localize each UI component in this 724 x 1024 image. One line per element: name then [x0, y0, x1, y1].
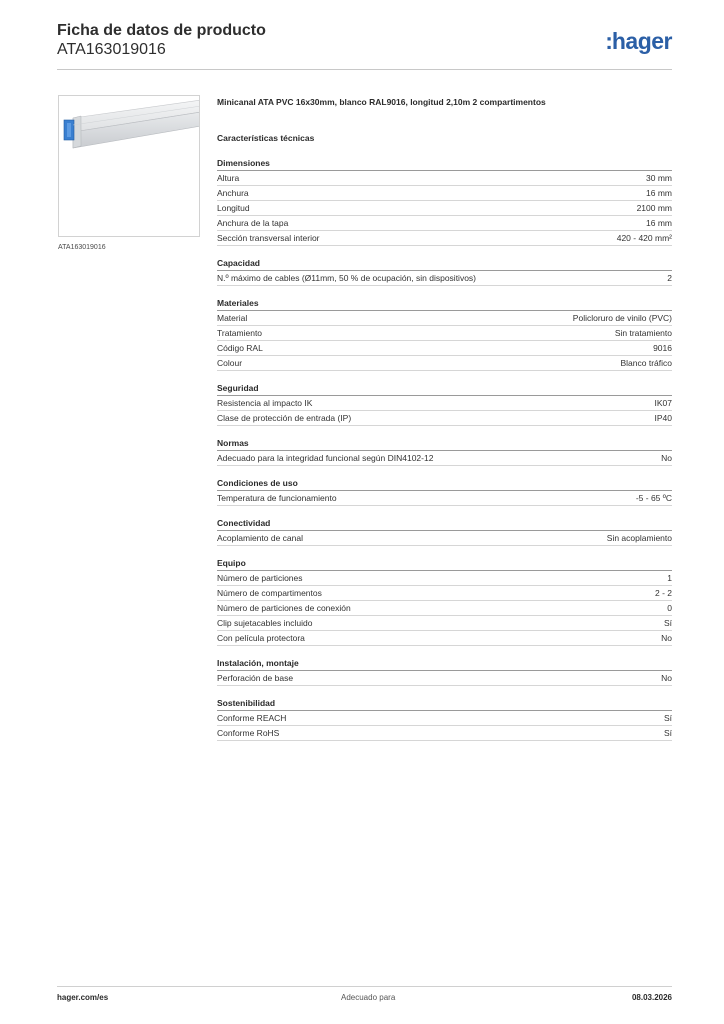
spec-row	[217, 186, 672, 201]
spec-label: Código RAL	[217, 343, 263, 353]
spec-label: Conforme RoHS	[217, 728, 280, 738]
section-title: Conectividad	[217, 517, 672, 531]
technical-characteristics-heading: Características técnicas	[217, 133, 315, 143]
spec-label: Longitud	[217, 203, 250, 213]
spec-row	[217, 326, 672, 341]
spec-label: Clip sujetacables incluido	[217, 618, 313, 628]
spec-row	[217, 311, 672, 326]
spec-value: Sin tratamiento	[614, 328, 672, 338]
spec-label: N.º máximo de cables (Ø11mm, 50 % de ocupación, sin dispositivos)	[217, 273, 477, 283]
spec-section	[217, 382, 672, 426]
spec-label: Clase de protección de entrada (IP)	[217, 413, 352, 423]
logo-dots: :	[605, 28, 611, 54]
section-title: Condiciones de uso	[217, 477, 672, 491]
page-title: Ficha de datos de producto	[57, 22, 266, 39]
image-caption: ATA163019016	[58, 244, 106, 251]
spec-section	[217, 557, 672, 646]
spec-label: Conforme REACH	[217, 713, 287, 723]
spec-value: Sí	[663, 618, 672, 628]
product-image	[58, 95, 200, 237]
spec-label: Altura	[217, 173, 240, 183]
spec-label: Temperatura de funcionamiento	[217, 493, 337, 503]
spec-section	[217, 437, 672, 466]
spec-label: Tratamiento	[217, 328, 263, 338]
spec-value: No	[661, 633, 672, 643]
spec-row	[217, 616, 672, 631]
spec-value: 9016	[653, 343, 672, 353]
spec-section	[217, 477, 672, 506]
spec-label: Número de particiones	[217, 573, 303, 583]
spec-section	[217, 517, 672, 546]
cable-trunking-illustration	[59, 96, 200, 237]
spec-label: Número de compartimentos	[217, 588, 322, 598]
spec-label: Anchura	[217, 188, 249, 198]
spec-row	[217, 601, 672, 616]
spec-value: Sin acoplamiento	[606, 533, 672, 543]
spec-row	[217, 531, 672, 546]
header-divider	[57, 69, 672, 70]
spec-row	[217, 631, 672, 646]
spec-label: Con película protectora	[217, 633, 305, 643]
document-header	[57, 21, 266, 59]
spec-row	[217, 231, 672, 246]
spec-row	[217, 491, 672, 506]
spec-value: 2	[667, 273, 672, 283]
spec-label: Anchura de la tapa	[217, 218, 289, 228]
spec-sections	[217, 157, 672, 741]
spec-row	[217, 726, 672, 741]
spec-value: 1	[667, 573, 672, 583]
spec-value: 30 mm	[646, 173, 672, 183]
spec-label: Número de particiones de conexión	[217, 603, 351, 613]
section-title: Capacidad	[217, 257, 672, 271]
product-code: ATA163019016	[57, 41, 166, 58]
section-title: Equipo	[217, 557, 672, 571]
spec-value: Policloruro de vinilo (PVC)	[572, 313, 672, 323]
spec-section	[217, 257, 672, 286]
spec-label: Sección transversal interior	[217, 233, 320, 243]
spec-row	[217, 356, 672, 371]
section-title: Seguridad	[217, 382, 672, 396]
spec-row	[217, 451, 672, 466]
spec-row	[217, 341, 672, 356]
spec-label: Acoplamiento de canal	[217, 533, 304, 543]
section-title: Sostenibilidad	[217, 697, 672, 711]
spec-value: Sí	[663, 728, 672, 738]
footer-note: Adecuado para	[341, 993, 396, 1002]
spec-value: No	[661, 453, 672, 463]
spec-value: IP40	[654, 413, 672, 423]
spec-row	[217, 411, 672, 426]
spec-row	[217, 271, 672, 286]
spec-label: Adecuado para la integridad funcional según DIN4102-12	[217, 453, 434, 463]
spec-row	[217, 671, 672, 686]
product-description: Minicanal ATA PVC 16x30mm, blanco RAL9016, longitud 2,10m 2 compartimentos	[217, 97, 546, 107]
spec-value: No	[661, 673, 672, 683]
spec-value: 2 - 2	[654, 588, 672, 598]
spec-section	[217, 697, 672, 741]
spec-value: IK07	[654, 398, 672, 408]
footer-divider	[57, 986, 672, 987]
spec-value: 16 mm	[646, 218, 672, 228]
spec-value: Blanco tráfico	[620, 358, 672, 368]
spec-section	[217, 657, 672, 686]
spec-row	[217, 171, 672, 186]
spec-row	[217, 216, 672, 231]
section-title: Normas	[217, 437, 672, 451]
spec-label: Material	[217, 313, 248, 323]
spec-value: -5 - 65 ºC	[635, 493, 672, 503]
spec-row	[217, 571, 672, 586]
spec-label: Resistencia al impacto IK	[217, 398, 313, 408]
spec-content	[217, 96, 672, 741]
spec-label: Colour	[217, 358, 243, 368]
section-title: Instalación, montaje	[217, 657, 672, 671]
hager-logo[interactable]	[605, 28, 672, 54]
spec-row	[217, 586, 672, 601]
spec-value: 420 - 420 mm²	[616, 233, 672, 243]
section-title: Dimensiones	[217, 157, 672, 171]
logo-text: hager	[611, 28, 672, 54]
spec-row	[217, 396, 672, 411]
spec-label: Perforación de base	[217, 673, 294, 683]
footer-website-link[interactable]: hager.com/es	[57, 993, 109, 1002]
spec-value: 16 mm	[646, 188, 672, 198]
footer-date: 08.03.2026	[631, 993, 672, 1002]
spec-value: 2100 mm	[636, 203, 672, 213]
spec-value: 0	[667, 603, 672, 613]
spec-value: Sí	[663, 713, 672, 723]
spec-row	[217, 201, 672, 216]
spec-section	[217, 157, 672, 246]
section-title: Materiales	[217, 297, 672, 311]
spec-row	[217, 711, 672, 726]
spec-section	[217, 297, 672, 371]
